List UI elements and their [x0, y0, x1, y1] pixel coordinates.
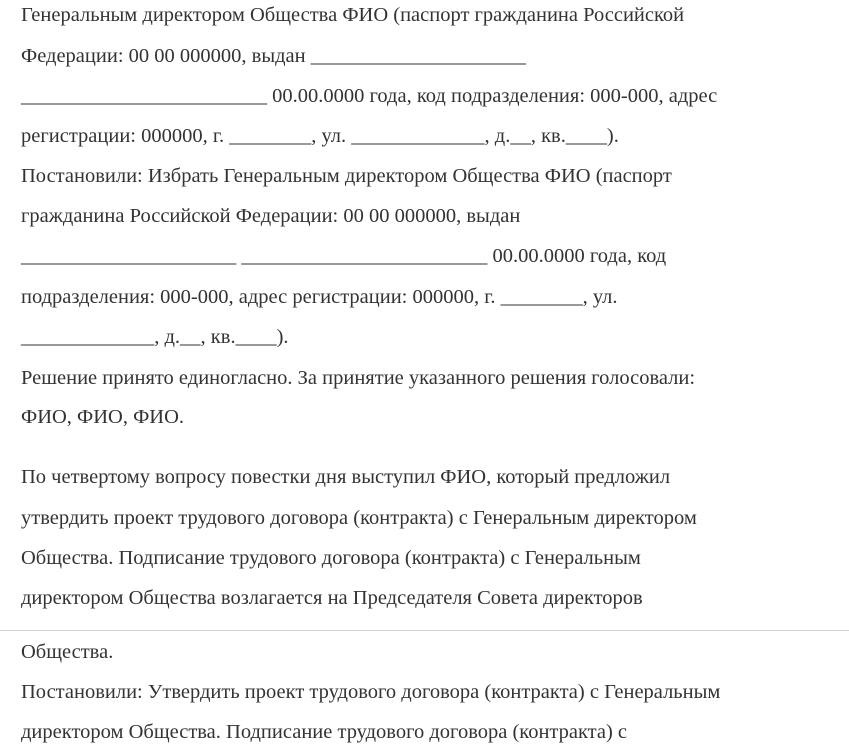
text-line: _____________________ ________________________ 00.00.0000 года, код: [21, 245, 667, 267]
text-line: утвердить проект трудового договора (контракта) с Генеральным директором: [21, 507, 697, 529]
text-line: _____________, д.__, кв.____).: [21, 326, 289, 348]
text-line: подразделения: 000-000, адрес регистрации: 000000, г. ________, ул.: [21, 286, 618, 308]
text-line: ________________________ 00.00.0000 года, код подразделения: 000-000, адрес: [21, 85, 718, 107]
text-line: Решение принято единогласно. За принятие указанного решения голосовали:: [21, 367, 696, 389]
text-line: гражданина Российской Федерации: 00 00 000000, выдан: [21, 205, 521, 227]
text-line: регистрации: 000000, г. ________, ул. _____________, д.__, кв.____).: [21, 125, 619, 147]
text-line: Общества.: [21, 641, 114, 663]
text-line: Постановили: Утвердить проект трудового договора (контракта) с Генеральным: [21, 681, 721, 703]
text-line: директором Общества возлагается на Председателя Совета директоров: [21, 587, 643, 609]
text-line: директором Общества. Подписание трудового договора (контракта) с: [21, 721, 628, 743]
text-line: Постановили: Избрать Генеральным директором Общества ФИО (паспорт: [21, 165, 672, 187]
text-line: Генеральным директором Общества ФИО (паспорт гражданина Российской: [21, 4, 685, 26]
text-line: Общества. Подписание трудового договора (контракта) с Генеральным: [21, 547, 641, 569]
text-line: По четвертому вопросу повестки дня выступил ФИО, который предложил: [21, 466, 671, 488]
text-line: Федерации: 00 00 000000, выдан _____________________: [21, 45, 526, 67]
page-divider: [0, 630, 849, 631]
text-line: ФИО, ФИО, ФИО.: [21, 406, 185, 428]
